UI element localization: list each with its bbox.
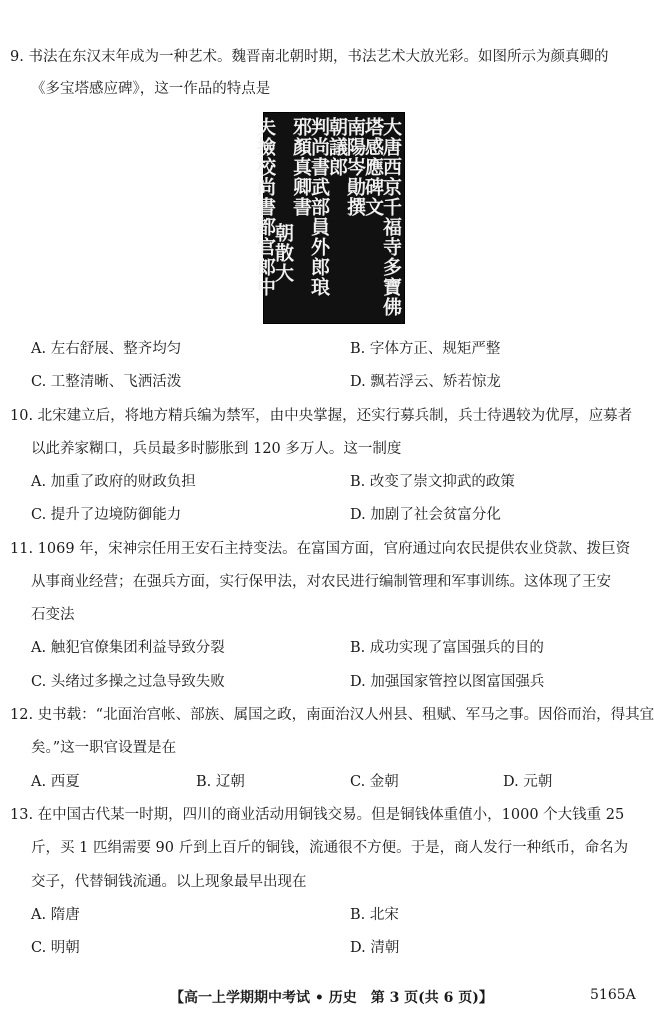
q13-option-d[interactable]: D. 清朝 <box>350 940 400 956</box>
q10-option-d[interactable]: D. 加剧了社会贫富分化 <box>350 507 501 523</box>
q13-option-b[interactable]: B. 北宋 <box>350 907 399 923</box>
q13-option-a[interactable]: A. 隋唐 <box>31 907 80 923</box>
q11-option-b[interactable]: B. 成功实现了富国强兵的目的 <box>350 640 544 656</box>
q11-option-d[interactable]: D. 加强国家管控以图富国强兵 <box>350 674 545 690</box>
q9-option-c[interactable]: C. 工整清晰、飞洒活泼 <box>31 374 182 390</box>
q11-option-c[interactable]: C. 头绪过多操之过急导致失败 <box>31 674 225 690</box>
q10-stem-line1: 10. 北宋建立后，将地方精兵编为禁军，由中央掌握，还实行募兵制，兵士待遇较为优厚，应募者 <box>10 408 633 424</box>
q11-stem-line3: 石变法 <box>31 607 75 623</box>
q12-option-a[interactable]: A. 西夏 <box>31 774 80 790</box>
calligraphy-stele-image <box>254 112 405 324</box>
stele-column: 南陽岑勛撰 <box>344 117 366 217</box>
q9-option-b[interactable]: B. 字体方正、规矩严整 <box>350 341 501 357</box>
stele-column: 塔感應碑文 <box>362 117 384 217</box>
q10-stem-line2: 以此养家糊口，兵员最多时膨胀到 120 多万人。这一制度 <box>31 441 402 457</box>
stele-column: 判尚書武部員外郎琅 <box>308 117 330 297</box>
q9-option-a[interactable]: A. 左右舒展、整齐均匀 <box>31 341 182 357</box>
q9-stem-line1: 9. 书法在东汉末年成为一种艺术。魏晋南北朝时期，书法艺术大放光彩。如图所示为颜真卿的 <box>10 49 609 65</box>
q10-option-b[interactable]: B. 改变了崇文抑武的政策 <box>350 474 515 490</box>
q11-stem-line2: 从事商业经营；在强兵方面，实行保甲法，对农民进行编制管理和军事训练。这体现了王安 <box>31 574 611 590</box>
stele-column: 朝議郎 <box>326 117 348 177</box>
q12-stem-line2: 矣。”这一职官设置是在 <box>31 740 177 756</box>
stele-column: 邪顏真卿書 <box>290 117 312 217</box>
q11-stem-line1: 11. 1069 年，宋神宗任用王安石主持变法。在富国方面，官府通过向农民提供农业贷款、拨巨资 <box>10 541 631 557</box>
q12-option-d[interactable]: D. 元朝 <box>503 774 553 790</box>
q13-option-c[interactable]: C. 明朝 <box>31 940 80 956</box>
q12-stem-line1: 12. 史书载：“北面治宫帐、部族、属国之政，南面治汉人州县、租赋、军马之事。因俗而治，得其宜 <box>10 707 654 723</box>
stele-column: 夫撿校尚書都官郎中 <box>254 117 276 297</box>
q13-stem-line3: 交子，代替铜钱流通。以上现象最早出现在 <box>31 874 307 890</box>
stele-column: 朝散大 <box>272 223 294 283</box>
q13-stem-line1: 13. 在中国古代某一时期，四川的商业活动用铜钱交易。但是铜钱体重值小，1000 个大钱重 25 <box>10 807 625 823</box>
q9-stem-line2: 《多宝塔感应碑》，这一作品的特点是 <box>31 81 271 97</box>
footer-exam-info: 【高一上学期期中考试 • 历史 第 3 页(共 6 页)】 <box>170 990 493 1006</box>
q13-stem-line2: 斤，买 1 匹绢需要 90 斤到上百斤的铜钱，流通很不方便。于是，商人发行一种纸币，命名为 <box>31 840 629 856</box>
footer-code: 5165A <box>590 987 636 1003</box>
q11-option-a[interactable]: A. 触犯官僚集团利益导致分裂 <box>31 640 225 656</box>
q12-option-c[interactable]: C. 金朝 <box>350 774 399 790</box>
q9-option-d[interactable]: D. 飘若浮云、矫若惊龙 <box>350 374 501 390</box>
q10-option-c[interactable]: C. 提升了边境防御能力 <box>31 507 182 523</box>
q12-option-b[interactable]: B. 辽朝 <box>196 774 245 790</box>
q10-option-a[interactable]: A. 加重了政府的财政负担 <box>31 474 196 490</box>
stele-column: 大唐西京千福寺多寶佛 <box>380 117 402 317</box>
